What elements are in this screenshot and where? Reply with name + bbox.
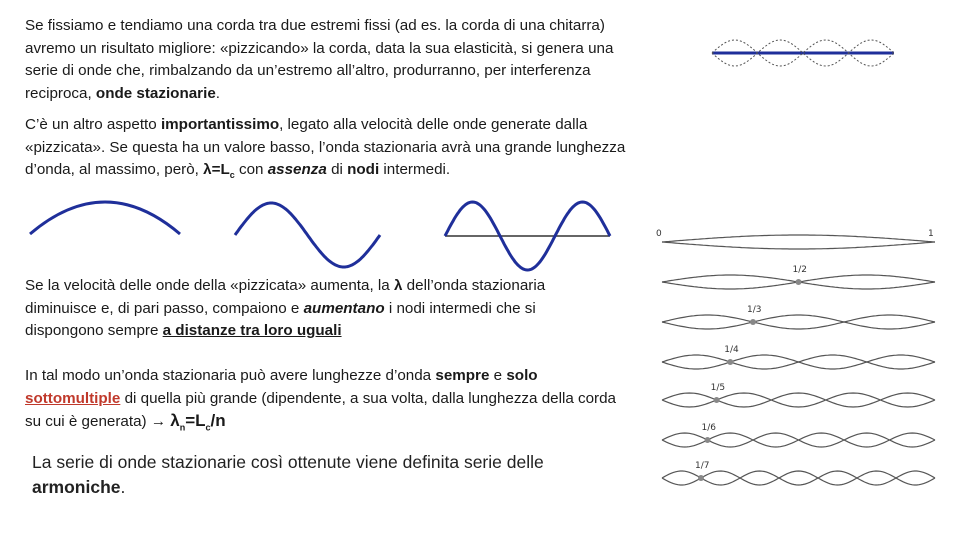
node-marker bbox=[705, 437, 711, 443]
harmonic-label: 1/5 bbox=[710, 383, 726, 393]
text: diminuisce e, di pari passo, compaiono e bbox=[25, 299, 300, 317]
text: Se la velocità delle onde della «pizzicata» aumenta, la bbox=[25, 277, 390, 294]
lambda: λ bbox=[393, 277, 403, 294]
label-start: 0 bbox=[656, 229, 662, 239]
text: , legato alla velocità delle onde generate dalla bbox=[279, 116, 588, 133]
text-line: Se fissiamo e tendiamo una corda tra due estremi fissi (ad es. la corda di una chitarra) bbox=[25, 17, 605, 34]
harmonic-label: 1/6 bbox=[701, 423, 716, 433]
arrow-icon: → bbox=[150, 413, 166, 430]
emphasis: nodi bbox=[347, 161, 380, 178]
standing-wave-illustration bbox=[712, 40, 894, 66]
node-marker bbox=[750, 319, 756, 325]
text: di bbox=[331, 161, 343, 178]
harmonics-diagram bbox=[656, 229, 935, 485]
text: . bbox=[120, 477, 126, 497]
text: reciproca, bbox=[25, 84, 92, 102]
emphasis: importantissimo bbox=[160, 116, 280, 133]
emphasis: armoniche bbox=[32, 477, 121, 497]
text: dispongono sempre bbox=[25, 322, 159, 339]
text: con bbox=[238, 161, 264, 178]
node-marker bbox=[796, 279, 802, 285]
text: intermedi. bbox=[383, 161, 451, 178]
emphasis: a distanze tra loro uguali bbox=[162, 322, 342, 339]
harmonic-1-curve-up bbox=[662, 235, 935, 242]
emphasis: solo bbox=[506, 367, 538, 384]
node-marker bbox=[698, 475, 704, 481]
text: d’onda, al massimo, però, bbox=[25, 161, 199, 178]
wave-second-harmonic bbox=[235, 203, 380, 267]
text: dell’onda stazionaria bbox=[406, 277, 546, 294]
formula: $\lambda=L_c$ bbox=[203, 161, 235, 181]
wave-fundamental bbox=[30, 202, 180, 234]
text: In tal modo un’onda stazionaria può avere lunghezze d’onda bbox=[25, 367, 432, 384]
text: C’è un altro aspetto bbox=[25, 116, 157, 133]
text: e bbox=[493, 367, 503, 384]
harmonic-4-curve-down bbox=[662, 355, 935, 369]
harmonic-3-curve-down bbox=[662, 315, 935, 329]
harmonic-3-curve-up bbox=[662, 315, 935, 329]
text: . bbox=[215, 84, 220, 102]
text-line: serie di onde che, rimbalzando da un’estremo all’altro, produrranno, per interferenza bbox=[25, 62, 591, 79]
emphasis: onde stazionarie bbox=[95, 84, 216, 102]
wave-third-harmonic bbox=[445, 202, 610, 270]
emphasis-red: sottomultiple bbox=[25, 389, 121, 407]
text: su cui è generata) bbox=[25, 413, 147, 430]
emphasis: sempre bbox=[435, 367, 490, 384]
emphasis: aumentano bbox=[303, 299, 385, 317]
node-marker bbox=[714, 397, 720, 403]
harmonic-label: 1/7 bbox=[695, 461, 710, 471]
text-line: avremo un risultato migliore: «pizzicando» la corda, data la sua elasticità, si genera una bbox=[25, 39, 614, 57]
text: i nodi intermedi che si bbox=[388, 299, 536, 317]
formula: $\lambda_n=L_c/n$ bbox=[170, 411, 226, 433]
emphasis: assenza bbox=[267, 161, 327, 178]
text-line: «pizzicata». Se questa ha un valore basso, l’onda stazionaria avrà una grande lunghezza bbox=[25, 138, 626, 156]
harmonic-6-curve-down bbox=[662, 433, 935, 447]
harmonic-label: 1/2 bbox=[792, 265, 807, 275]
text-line: La serie di onde stazionarie così ottenute viene definita serie delle bbox=[32, 452, 544, 472]
harmonic-label: 1/4 bbox=[724, 345, 739, 355]
text: di quella più grande (dipendente, a sua volta, dalla lunghezza della corda bbox=[124, 389, 616, 407]
harmonic-1-curve-down bbox=[662, 242, 935, 249]
node-marker bbox=[727, 359, 733, 365]
harmonic-label: 1/3 bbox=[747, 305, 762, 315]
label-end: 1 bbox=[928, 229, 934, 239]
